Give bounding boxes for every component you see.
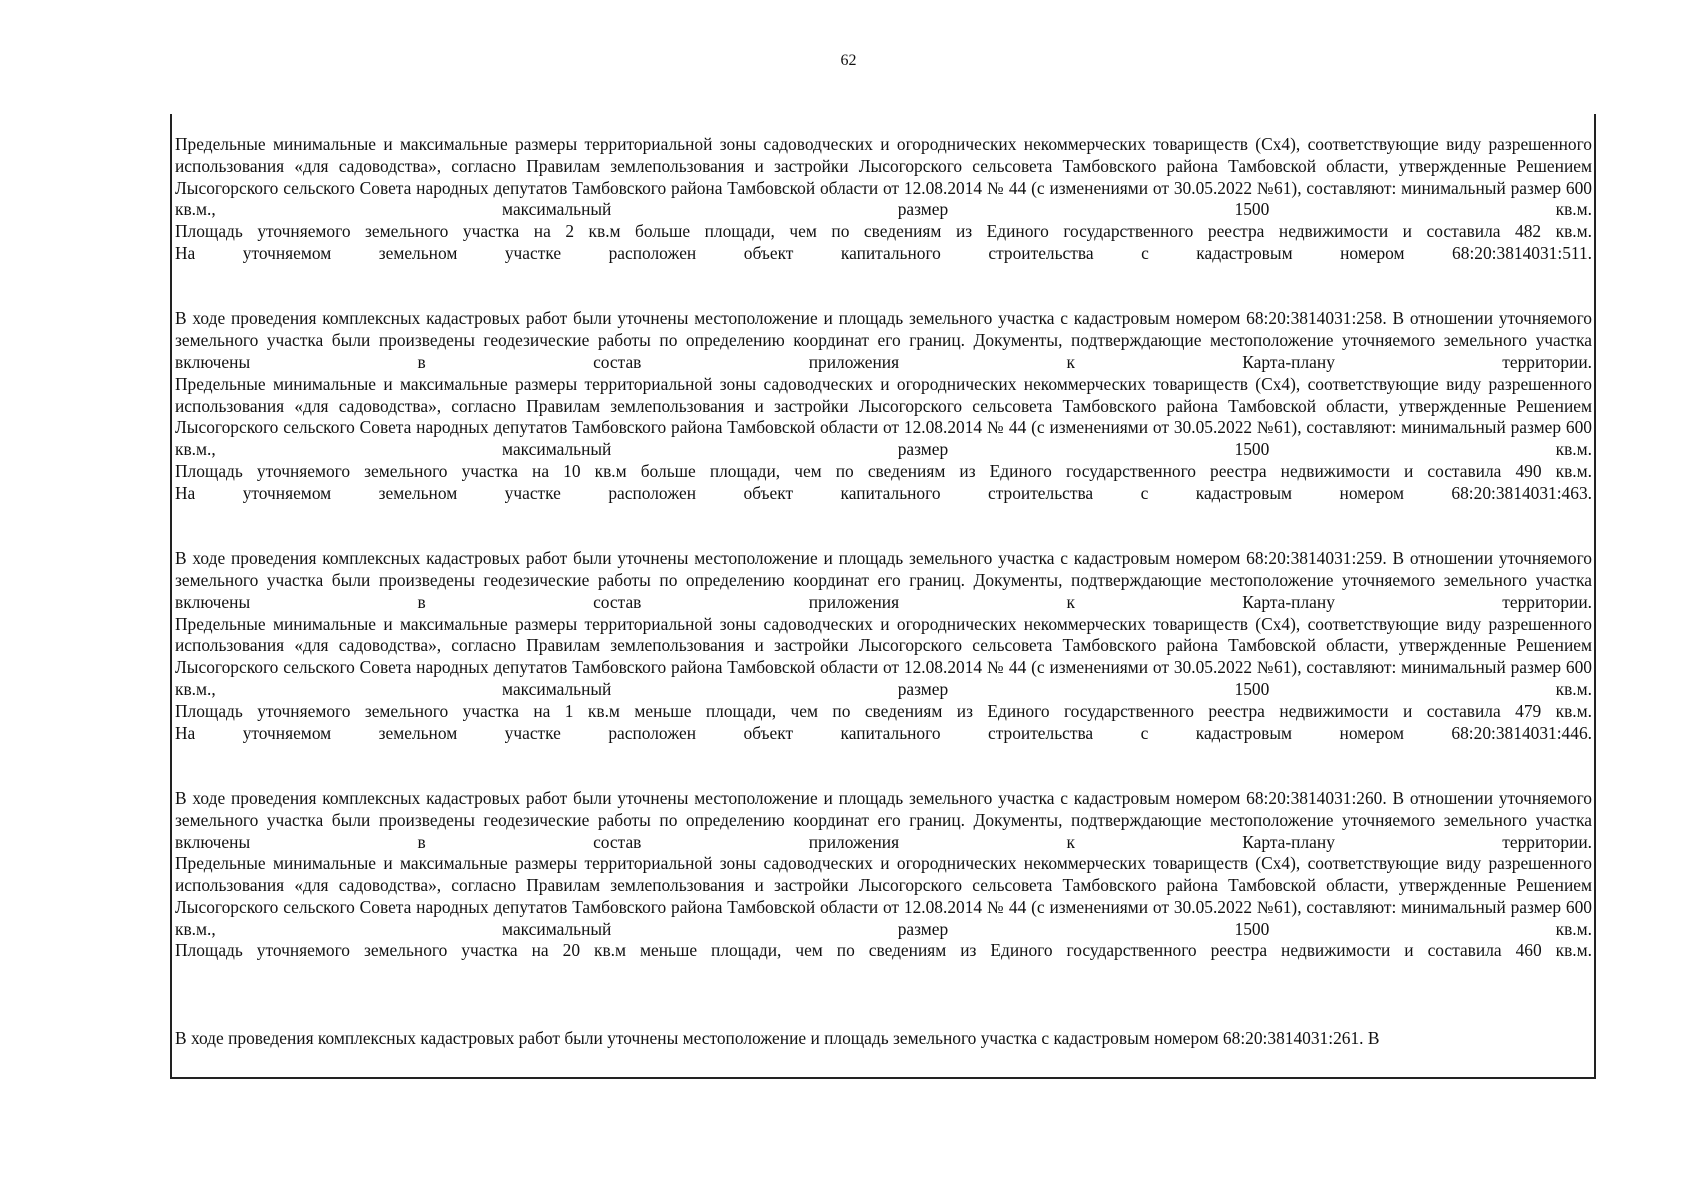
block-spacer xyxy=(175,505,1592,549)
text-block xyxy=(175,308,1592,504)
block-spacer xyxy=(175,962,1592,1027)
paragraph: На уточняемом земельном участке расположен объект капитального строительства с кадастровым номером 68:20:3814031:446. xyxy=(175,722,1592,743)
paragraph: На уточняемом земельном участке расположен объект капитального строительства с кадастровым номером 68:20:3814031:511. xyxy=(175,242,1592,263)
paragraph: Площадь уточняемого земельного участка на 2 кв.м больше площади, чем по сведениям из Единого государственного реестра недвижимости и составила 482 кв.м. xyxy=(175,221,1592,242)
paragraph: На уточняемом земельном участке расположен объект капитального строительства с кадастровым номером 68:20:3814031:463. xyxy=(175,482,1592,503)
document-text xyxy=(175,134,1592,1049)
paragraph: В ходе проведения комплексных кадастровых работ были уточнены местоположение и площадь земельного участка с кадастровым номером 68:20:3814031:258. В отношении уточняемого земельного участка были произведены геодезические работы по определению координат его границ. Документы, подтверждающие местоположение уточняемого земельного участка включены в состав приложения к Карта-плану территории. xyxy=(175,308,1592,372)
block-spacer xyxy=(175,265,1592,309)
paragraph: Предельные минимальные и максимальные размеры территориальной зоны садоводческих и огороднических некоммерческих товариществ (Сх4), соответствующие виду разрешенного использования «для садоводства», согласно Правилам землепользования и застройки Лысогорского сельсовета Тамбовского района Тамбовской области, утвержденные Решением Лысогорского сельского Совета народных депутатов Тамбовского района Тамбовской области от 12.08.2014 № 44 (с изменениями от 30.05.2022 №61), составляют: минимальный размер 600 кв.м., максимальный размер 1500 кв.м. xyxy=(175,134,1592,220)
table-cell-frame xyxy=(170,114,1596,1079)
page-number: 62 xyxy=(840,52,857,69)
paragraph: Площадь уточняемого земельного участка на 1 кв.м меньше площади, чем по сведениям из Единого государственного реестра недвижимости и составила 479 кв.м. xyxy=(175,700,1592,721)
paragraph: Площадь уточняемого земельного участка на 20 кв.м меньше площади, чем по сведениям из Единого государственного реестра недвижимости и составила 460 кв.м. xyxy=(175,940,1592,961)
text-block xyxy=(175,548,1592,744)
text-block xyxy=(175,788,1592,962)
paragraph: Площадь уточняемого земельного участка на 10 кв.м больше площади, чем по сведениям из Единого государственного реестра недвижимости и составила 490 кв.м. xyxy=(175,460,1592,481)
paragraph: В ходе проведения комплексных кадастровых работ были уточнены местоположение и площадь земельного участка с кадастровым номером 68:20:3814031:260. В отношении уточняемого земельного участка были произведены геодезические работы по определению координат его границ. Документы, подтверждающие местоположение уточняемого земельного участка включены в состав приложения к Карта-плану территории. xyxy=(175,787,1592,852)
text-block xyxy=(175,134,1592,265)
paragraph: В ходе проведения комплексных кадастровых работ были уточнены местоположение и площадь земельного участка с кадастровым номером 68:20:3814031:261. В xyxy=(175,1027,1380,1048)
block-spacer xyxy=(175,744,1592,788)
paragraph: Предельные минимальные и максимальные размеры территориальной зоны садоводческих и огороднических некоммерческих товариществ (Сх4), соответствующие виду разрешенного использования «для садоводства», согласно Правилам землепользования и застройки Лысогорского сельсовета Тамбовского района Тамбовской области, утвержденные Решением Лысогорского сельского Совета народных депутатов Тамбовского района Тамбовской области от 12.08.2014 № 44 (с изменениями от 30.05.2022 №61), составляют: минимальный размер 600 кв.м., максимальный размер 1500 кв.м. xyxy=(175,373,1592,460)
paragraph: В ходе проведения комплексных кадастровых работ были уточнены местоположение и площадь земельного участка с кадастровым номером 68:20:3814031:259. В отношении уточняемого земельного участка были произведены геодезические работы по определению координат его границ. Документы, подтверждающие местоположение уточняемого земельного участка включены в состав приложения к Карта-плану территории. xyxy=(175,548,1592,612)
paragraph: Предельные минимальные и максимальные размеры территориальной зоны садоводческих и огороднических некоммерческих товариществ (Сх4), соответствующие виду разрешенного использования «для садоводства», согласно Правилам землепользования и застройки Лысогорского сельсовета Тамбовского района Тамбовской области, утвержденные Решением Лысогорского сельского Совета народных депутатов Тамбовского района Тамбовской области от 12.08.2014 № 44 (с изменениями от 30.05.2022 №61), составляют: минимальный размер 600 кв.м., максимальный размер 1500 кв.м. xyxy=(175,613,1592,699)
text-block xyxy=(175,1028,1592,1050)
paragraph: Предельные минимальные и максимальные размеры территориальной зоны садоводческих и огороднических некоммерческих товариществ (Сх4), соответствующие виду разрешенного использования «для садоводства», согласно Правилам землепользования и застройки Лысогорского сельсовета Тамбовского района Тамбовской области, утвержденные Решением Лысогорского сельского Совета народных депутатов Тамбовского района Тамбовской области от 12.08.2014 № 44 (с изменениями от 30.05.2022 №61), составляют: минимальный размер 600 кв.м., максимальный размер 1500 кв.м. xyxy=(175,853,1592,939)
